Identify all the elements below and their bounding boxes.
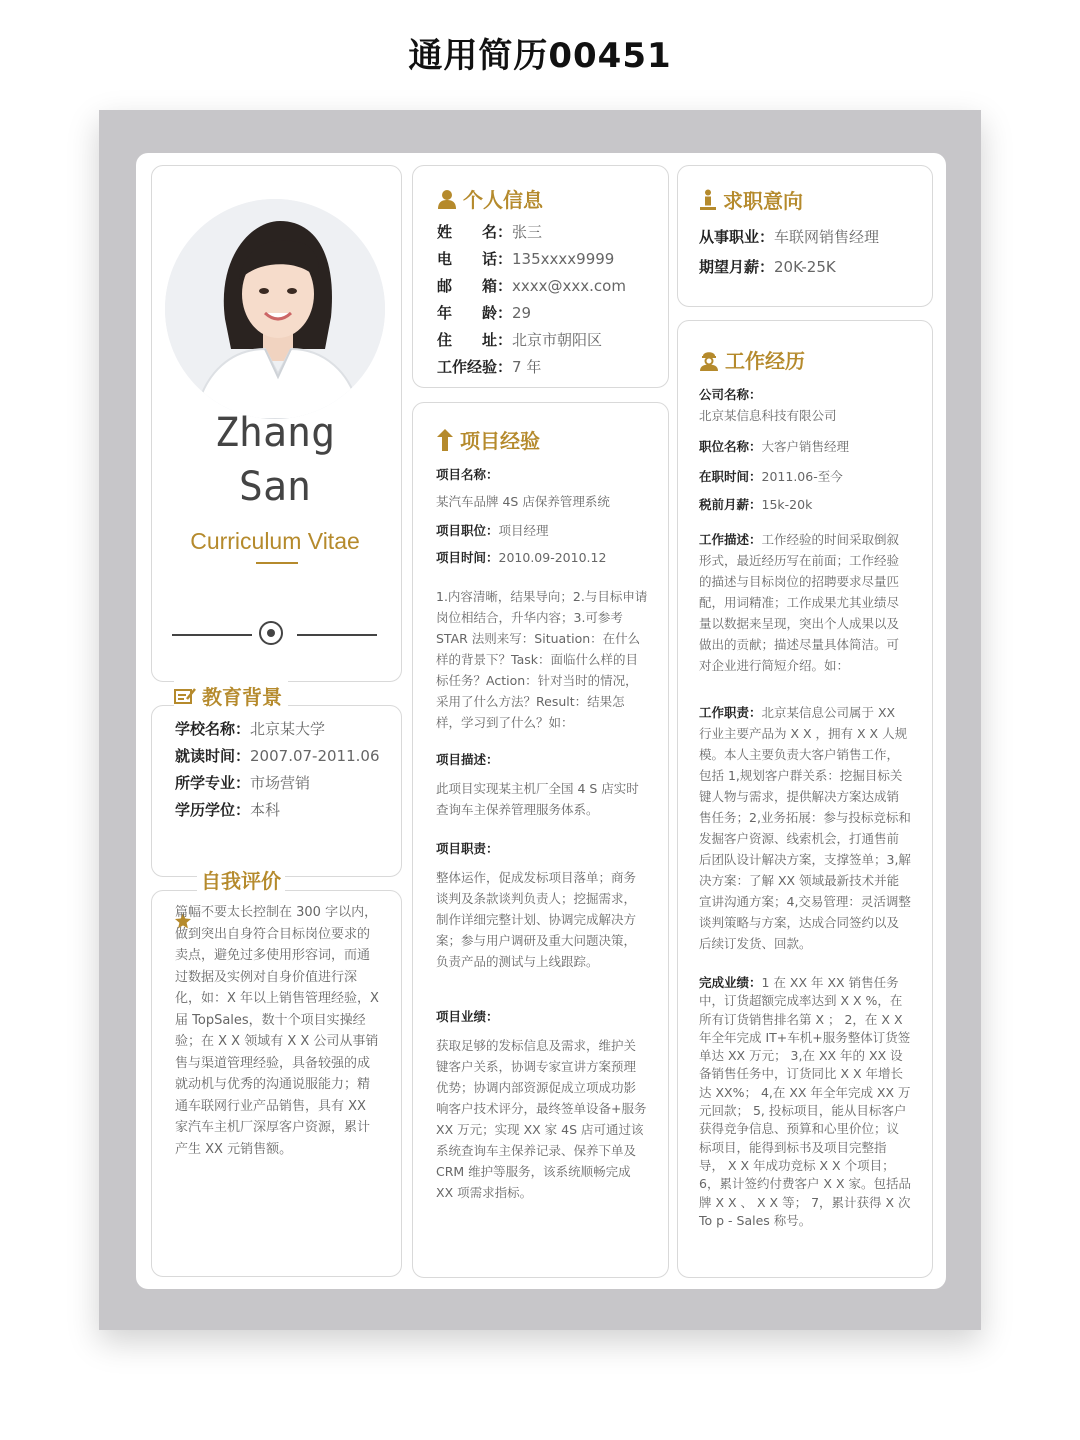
project-body: [436, 464, 648, 1203]
work-title-text: 工作经历: [725, 349, 805, 373]
job-intent-section-title: [699, 185, 803, 214]
education-value: 2007.07-2011.06: [250, 747, 380, 765]
personal-info-title-text: 个人信息: [463, 188, 543, 212]
personal-value: 北京市朝阳区: [512, 331, 603, 349]
project-title-text: 项目经验: [460, 429, 540, 453]
personal-label: 电 话：: [437, 250, 513, 268]
personal-value: 135xxxx9999: [512, 250, 615, 268]
education-row: [175, 743, 380, 770]
work-desc: 工作描述：工作经验的时间采取倒叙形式，最近经历写在前面；工作经验的描述与目标岗位的招聘要求尽量匹配，用词精准；工作成果尤其业绩尽量以数据来呈现，突出个人成果以及做出的贡献；描述尽量具体简洁。可对企业进行简短介绍。如：: [699, 532, 900, 673]
work-company-value: 北京某信息科技有限公司: [699, 408, 837, 423]
education-row: [175, 770, 380, 797]
intent-row: [699, 252, 879, 282]
personal-value: 7 年: [512, 358, 542, 376]
intent-value: 20K-25K: [774, 258, 836, 276]
education-title-text: 教育背景: [202, 685, 282, 709]
personal-value: xxxx@xxx.com: [512, 277, 626, 295]
project-desc-text: 此项目实现某主机厂全国 4 S 店实时查询车主保养管理服务体系。: [436, 781, 639, 817]
person-icon: [437, 189, 457, 209]
education-label: 学历学位：: [175, 801, 251, 819]
name-first: Zhang: [214, 410, 336, 456]
personal-label: 年 龄：: [437, 304, 513, 322]
project-duty-text: 整体运作，促成发标项目落单；商务谈判及条款谈判负责人；挖掘需求，制作详细完整计划、协调完成解决方案；参与用户调研及重大问题决策，负责产品的测试与上线跟踪。: [436, 870, 637, 969]
project-section-title: [436, 425, 540, 454]
page-title: 通用简历00451: [408, 36, 672, 76]
work-position: 职位名称：大客户销售经理: [699, 439, 850, 454]
divider-target-icon: [259, 621, 283, 645]
education-label: 所学专业：: [175, 774, 251, 792]
education-section-title: [174, 681, 288, 710]
project-result-label: 项目业绩：: [436, 1009, 499, 1024]
self-eval-text: 篇幅不要太长控制在 300 字以内，做到突出自身符合目标岗位要求的卖点，避免过多使用形容词，而通过数据及实例对自身价值进行深化，如：X 年以上销售管理经验，X 届 TopSales，数十个项目实操经验；在 X X 领域有 X X 公司从事销售与渠道管理经验，具备较强的成就动机与优秀的沟通说服能力；精通车联网行业产品销售，具有 XX 家汽车主机厂深厚客户资源，累计产生 XX 元销售额。: [175, 905, 379, 1157]
personal-value: 29: [512, 304, 532, 322]
personal-row: [437, 219, 626, 246]
personal-label: 姓 名：: [437, 223, 513, 241]
cv-subtitle: Curriculum Vitae: [190, 528, 360, 554]
intent-value: 车联网销售经理: [774, 228, 880, 246]
job-intent-title-text: 求职意向: [723, 189, 803, 213]
work-duty: 工作职责：北京某信息公司属于 XX 行业主要产品为 X X ，拥有 X X 人规模。本人主要负责大客户销售工作，包括 1,规划客户群关系：挖掘目标关键人物与需求，提供解决方案达成销售任务；2,业务拓展：参与投标竞标和发掘客户资源、线索机会，打通售前后团队设计解决方案，支撑签单；3,解决方案：了解 XX 领域最新技术并能宣讲沟通方案；4,交易管理：灵活调整谈判策略与方案，达成合同签约以及后续订发货、回款。: [699, 705, 911, 951]
personal-row: [437, 246, 626, 273]
standing-person-icon: [699, 189, 717, 211]
personal-info-list: [437, 219, 626, 381]
subtitle-underline: [256, 562, 298, 564]
education-value: 市场营销: [250, 774, 311, 792]
intent-label: 期望月薪：: [699, 258, 775, 276]
education-label: 就读时间：: [175, 747, 251, 765]
project-duty-label: 项目职责：: [436, 841, 499, 856]
education-label: 学校名称：: [175, 720, 251, 738]
personal-row: [437, 273, 626, 300]
work-section-title: [699, 345, 805, 374]
education-value: 本科: [250, 801, 281, 819]
project-name-value: 某汽车品牌 4S 店保养管理系统: [436, 494, 610, 509]
personal-label: 邮 箱：: [437, 277, 513, 295]
worker-icon: [699, 349, 719, 371]
personal-label: 工作经验：: [437, 358, 513, 376]
divider-line-right: [297, 634, 377, 636]
project-intro: 1.内容清晰，结果导向；2.与目标申请岗位相结合，升华内容；3.可参考 STAR 法则来写：Situation：在什么样的背景下？Task：面临什么样的目标任务？Action：针对当时的情况，采用了什么方法？Result：结果怎样，学习到了什么？如：: [436, 589, 648, 730]
intent-row: [699, 222, 879, 252]
project-role: 项目职位：项目经理: [436, 523, 549, 538]
project-name-label: 项目名称：: [436, 467, 499, 482]
work-salary: 税前月薪：15k-20k: [699, 497, 813, 512]
personal-row: [437, 300, 626, 327]
job-intent-list: [699, 222, 879, 282]
project-time: 项目时间：2010.09-2010.12: [436, 550, 607, 565]
personal-info-section-title: [437, 184, 543, 213]
work-result: 完成业绩：1 在 XX 年 XX 销售任务中，订货超额完成率达到 X X %，在所有订货销售排名第 X ； 2，在 X X 年全年完成 IT+车机+服务整体订货签单达 XX 万元； 3,在 XX 年的 XX 设备销售任务中，订货同比 X X 年增长达 XX%； 4,在 XX 年全年完成 XX 万元回款； 5, 投标项目，能从目标客户获得竞争信息、预算和心里价位；议标项目，能得到标书及项目完整指导， X X 年成功竞标 X X 个项目； 6，累计签约付费客户 X X 家。包括品牌 X X 、 X X 等； 7，累计获得 X 次 To p - Sales 称号。: [699, 975, 912, 1228]
project-result-text: 获取足够的发标信息及需求，维护关键客户关系，协调专家宣讲方案预理优势；协调内部资源促成立项成功影响客户技术评分，最终签单设备+服务 XX 万元；实现 XX 家 4S 店可通过该系统查询车主保养记录、保养下单及 CRM 维护等服务，该系统顺畅完成 XX 项需求指标。: [436, 1038, 647, 1200]
education-row: [175, 716, 380, 743]
work-body: [699, 384, 911, 1230]
work-period: 在职时间：2011.06-至今: [699, 469, 843, 484]
profile-photo: [165, 199, 385, 419]
personal-row: [437, 354, 626, 381]
trophy-icon: [436, 428, 454, 452]
self-eval-section-title: [197, 865, 285, 894]
education-value: 北京某大学: [250, 720, 326, 738]
divider-line-left: [172, 634, 252, 636]
education-row: [175, 797, 380, 824]
name-last: San: [238, 464, 312, 510]
self-eval-title-text: 自我评价: [201, 869, 281, 893]
certificate-icon: [174, 687, 196, 705]
work-company-label: 公司名称：: [699, 387, 762, 402]
personal-label: 住 址：: [437, 331, 513, 349]
project-desc-label: 项目描述：: [436, 752, 499, 767]
education-list: [175, 716, 380, 824]
personal-value: 张三: [512, 223, 543, 241]
intent-label: 从事职业：: [699, 228, 775, 246]
personal-row: [437, 327, 626, 354]
